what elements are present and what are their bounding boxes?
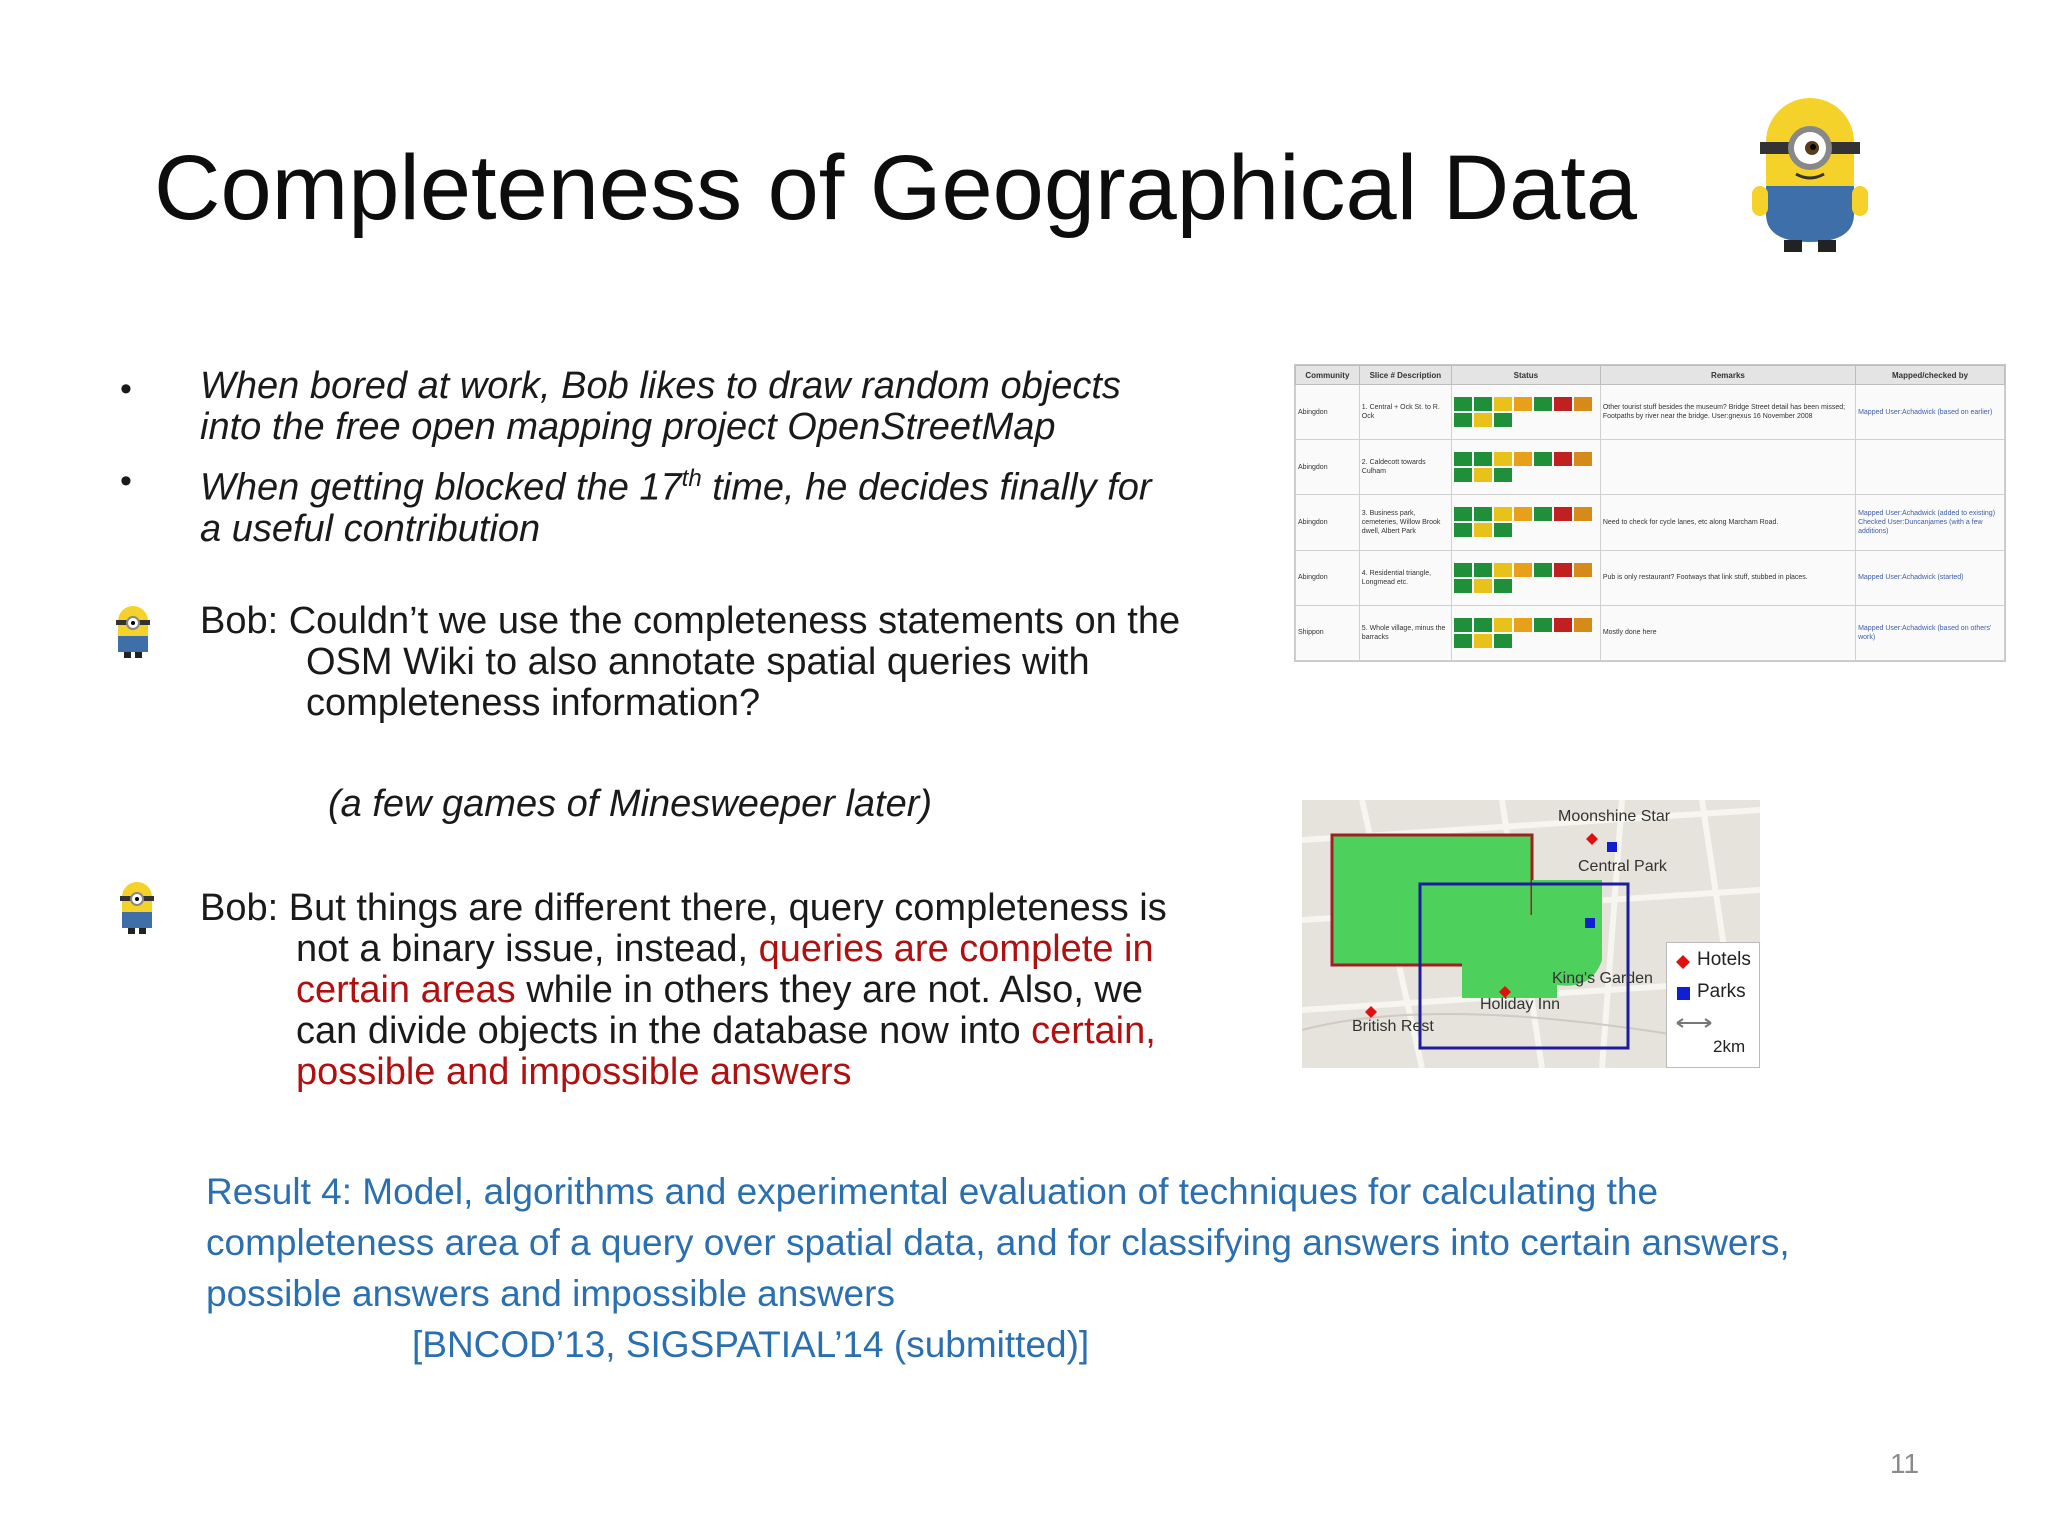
status-icon <box>1474 468 1492 482</box>
bullet-text: When getting blocked the 17 <box>200 466 682 509</box>
cell-community: Shippon <box>1296 605 1360 660</box>
speech-line: OSM Wiki to also annotate spatial queries with <box>306 641 1090 683</box>
status-icons <box>1454 507 1598 537</box>
result-citation: [BNCOD’13, SIGSPATIAL’14 (submitted)] <box>412 1324 1090 1365</box>
cell-slice: 5. Whole village, minus the barracks <box>1359 605 1451 660</box>
cell-mapped-by <box>1856 440 2005 495</box>
cell-status <box>1451 440 1600 495</box>
minion-speaker-icon <box>110 604 156 662</box>
status-icon <box>1454 523 1472 537</box>
status-icon <box>1494 413 1512 427</box>
minion-mascot-icon <box>1740 90 1880 260</box>
cell-community: Abingdon <box>1296 440 1360 495</box>
osm-completeness-table <box>1294 364 2006 662</box>
speech-bob-2 <box>200 888 1240 1093</box>
bullet-marker: • <box>120 462 132 500</box>
table-row <box>1296 550 2005 605</box>
status-icon <box>1474 563 1492 577</box>
speech-line: Bob: But things are different there, query completeness is <box>200 887 1167 929</box>
bullet-text: time, he decides finally for <box>701 466 1152 509</box>
map-label: King's Garden <box>1552 970 1653 987</box>
status-icons <box>1454 618 1598 648</box>
page-number: 11 <box>1890 1448 1920 1479</box>
cell-community: Abingdon <box>1296 385 1360 440</box>
bullet-line: a useful contribution <box>200 507 541 550</box>
speech-text: not a binary issue, instead, <box>296 928 759 970</box>
bullet-line: When bored at work, Bob likes to draw random objects <box>200 365 1121 407</box>
status-icon <box>1554 618 1572 632</box>
status-icon <box>1454 618 1472 632</box>
status-icon <box>1454 397 1472 411</box>
cell-mapped-by: Mapped User:Achadwick (based on earlier) <box>1856 385 2005 440</box>
status-icon <box>1514 563 1532 577</box>
status-icon <box>1574 397 1592 411</box>
speech-text: can divide objects in the database now into <box>296 1010 1032 1052</box>
map-label: Holiday Inn <box>1480 996 1561 1013</box>
status-icon <box>1474 523 1492 537</box>
speech-bob-1 <box>200 601 1240 724</box>
status-icons <box>1454 563 1598 593</box>
bullet-item <box>200 458 1220 550</box>
status-icon <box>1554 452 1572 466</box>
cell-slice: 2. Caldecott towards Culham <box>1359 440 1451 495</box>
status-icon <box>1574 618 1592 632</box>
completeness-map <box>1302 800 1760 1068</box>
status-icon <box>1574 507 1592 521</box>
status-icon <box>1554 563 1572 577</box>
bullet-marker: • <box>120 370 132 408</box>
result-statement <box>206 1166 1806 1370</box>
legend-parks: Parks <box>1697 981 1746 1002</box>
status-icon <box>1454 507 1472 521</box>
cell-remarks <box>1600 440 1855 495</box>
status-icon <box>1514 452 1532 466</box>
status-icon <box>1494 618 1512 632</box>
status-icon <box>1454 452 1472 466</box>
table-row <box>1296 495 2005 550</box>
table-row <box>1296 385 2005 440</box>
column-header: Mapped/checked by <box>1856 366 2005 385</box>
column-header: Community <box>1296 366 1360 385</box>
park-marker-icon <box>1677 987 1690 1000</box>
status-icon <box>1534 397 1552 411</box>
highlight-text: queries are complete in <box>758 928 1154 970</box>
bullet-line: into the free open mapping project OpenStreetMap <box>200 406 1056 448</box>
status-icon <box>1474 452 1492 466</box>
status-icon <box>1494 507 1512 521</box>
speech-line <box>200 970 1240 1011</box>
cell-status <box>1451 550 1600 605</box>
status-icon <box>1574 452 1592 466</box>
speech-line <box>200 929 1240 970</box>
table-header-row <box>1296 366 2005 385</box>
status-icon <box>1534 452 1552 466</box>
map-legend <box>1666 942 1760 1068</box>
cell-remarks: Mostly done here <box>1600 605 1855 660</box>
cell-mapped-by: Mapped User:Achadwick (started) <box>1856 550 2005 605</box>
speech-line: Bob: Couldn’t we use the completeness statements on the <box>200 600 1181 642</box>
status-icon <box>1474 507 1492 521</box>
status-icon <box>1514 397 1532 411</box>
map-label: British Rest <box>1352 1018 1434 1035</box>
legend-scale: 2km <box>1713 1037 1746 1056</box>
cell-status <box>1451 605 1600 660</box>
minion-speaker-icon <box>114 880 160 938</box>
status-icon <box>1494 634 1512 648</box>
cell-status <box>1451 385 1600 440</box>
status-icon <box>1494 523 1512 537</box>
status-icon <box>1474 618 1492 632</box>
bullet-item <box>200 366 1220 448</box>
cell-remarks: Pub is only restaurant? Footways that link stuff, stubbed in places. <box>1600 550 1855 605</box>
result-text: Result 4: Model, algorithms and experimental evaluation of techniques for calculating the completeness area of a query over spatial data, and for classifying answers into certain answers, possible answers and impossible answers <box>206 1171 1790 1314</box>
column-header: Slice # Description <box>1359 366 1451 385</box>
speech-line <box>200 1011 1240 1052</box>
status-icon <box>1454 579 1472 593</box>
status-icon <box>1454 413 1472 427</box>
cell-status <box>1451 495 1600 550</box>
status-icon <box>1574 563 1592 577</box>
hotel-marker-icon <box>1676 955 1690 969</box>
cell-remarks: Other tourist stuff besides the museum? Bridge Street detail has been missed; Footpaths by river near the bridge. User:gnexus 16 November 2008 <box>1600 385 1855 440</box>
superscript: th <box>681 465 702 492</box>
status-icon <box>1514 618 1532 632</box>
legend-hotels: Hotels <box>1697 949 1751 970</box>
cell-remarks: Need to check for cycle lanes, etc along Marcham Road. <box>1600 495 1855 550</box>
status-icon <box>1454 468 1472 482</box>
table-row <box>1296 605 2005 660</box>
cell-community: Abingdon <box>1296 495 1360 550</box>
scale-arrow-icon <box>1677 1019 1711 1027</box>
cell-community: Abingdon <box>1296 550 1360 605</box>
map-label: Moonshine Star <box>1558 808 1671 825</box>
status-icon <box>1554 507 1572 521</box>
highlight-text: possible and impossible answers <box>296 1051 852 1093</box>
status-icon <box>1454 634 1472 648</box>
status-icon <box>1514 507 1532 521</box>
status-icon <box>1554 397 1572 411</box>
status-icon <box>1494 397 1512 411</box>
status-icon <box>1534 507 1552 521</box>
status-icon <box>1494 468 1512 482</box>
cell-mapped-by: Mapped User:Achadwick (based on others' work) <box>1856 605 2005 660</box>
status-icon <box>1494 563 1512 577</box>
bullet-line <box>200 458 1220 509</box>
cell-slice: 3. Business park, cemeteries, Willow Brook dwell, Albert Park <box>1359 495 1451 550</box>
status-icon <box>1474 634 1492 648</box>
highlight-text: certain areas <box>296 969 516 1011</box>
highlight-text: certain, <box>1031 1010 1156 1052</box>
column-header: Remarks <box>1600 366 1855 385</box>
status-icon <box>1474 579 1492 593</box>
slide-title: Completeness of Geographical Data <box>154 137 1638 239</box>
table-row <box>1296 440 2005 495</box>
cell-mapped-by: Mapped User:Achadwick (added to existing) Checked User:Duncanjames (with a few additions) <box>1856 495 2005 550</box>
cell-slice: 4. Residential triangle, Longmead etc. <box>1359 550 1451 605</box>
speech-text: while in others they are not. Also, we <box>515 969 1144 1011</box>
status-icon <box>1534 563 1552 577</box>
status-icon <box>1534 618 1552 632</box>
status-icon <box>1494 452 1512 466</box>
speech-line: completeness information? <box>306 682 761 724</box>
column-header: Status <box>1451 366 1600 385</box>
status-icons <box>1454 452 1598 482</box>
aside-text: (a few games of Minesweeper later) <box>328 783 933 825</box>
cell-slice: 1. Central + Ock St. to R. Ock <box>1359 385 1451 440</box>
status-icons <box>1454 397 1598 427</box>
map-label: Central Park <box>1578 858 1667 875</box>
status-icon <box>1474 397 1492 411</box>
status-icon <box>1494 579 1512 593</box>
status-icon <box>1474 413 1492 427</box>
status-icon <box>1454 563 1472 577</box>
